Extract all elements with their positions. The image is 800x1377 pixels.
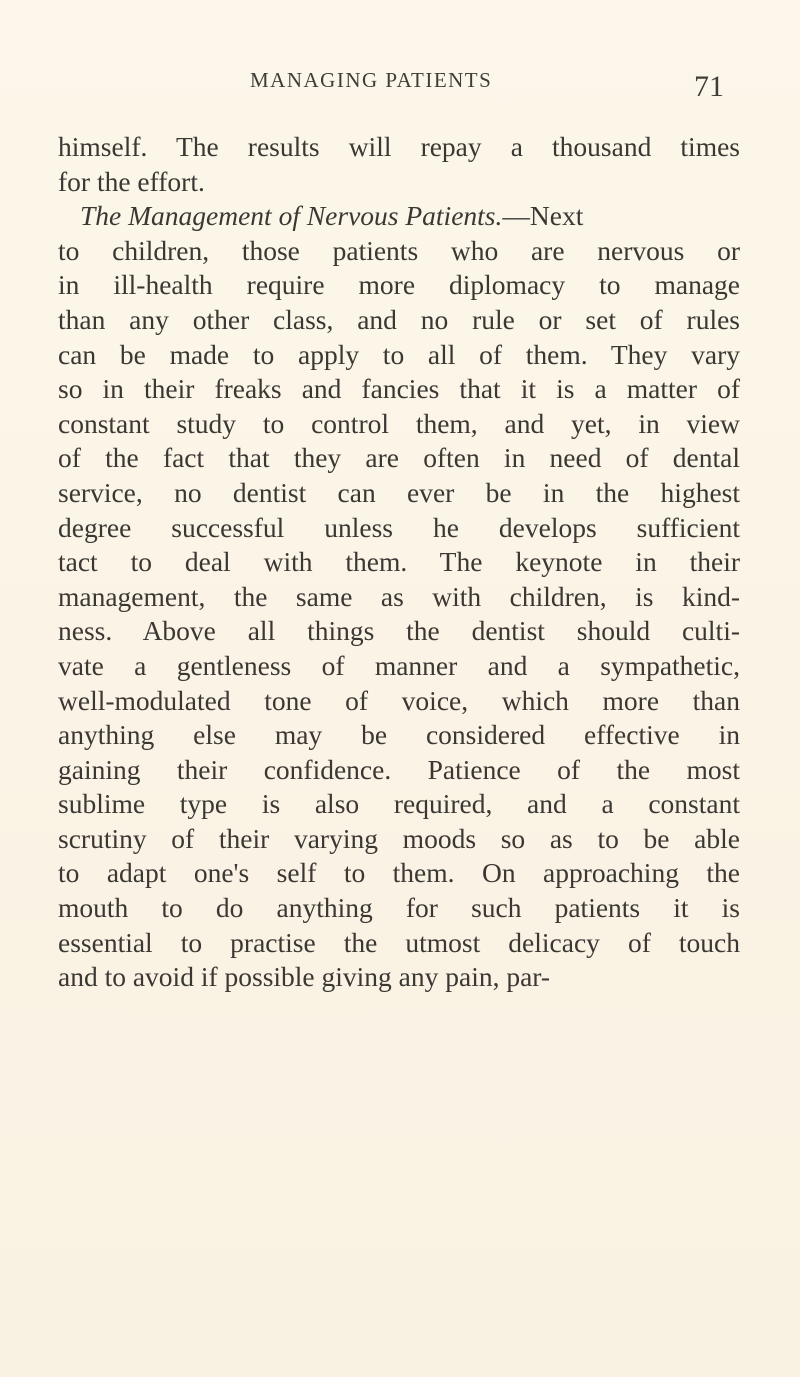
- section-lead: —Next: [502, 200, 584, 232]
- text-line: of the fact that they are often in need of dental: [58, 442, 740, 474]
- text-line: ness. Above all things the dentist should culti-: [58, 615, 740, 647]
- running-head: MANAGING PATIENTS: [250, 68, 493, 92]
- text-line: anything else may be considered effective in: [58, 719, 740, 751]
- text-line: scrutiny of their varying moods so as to be able: [58, 822, 740, 854]
- text-line: in ill-health require more diplomacy to manage: [58, 269, 740, 301]
- text-line: can be made to apply to all of them. They vary: [58, 338, 740, 370]
- page-number: 71: [694, 70, 724, 103]
- text-line: service, no dentist can ever be in the highest: [58, 476, 740, 508]
- text-line: so in their freaks and fancies that it is a matter of: [58, 373, 740, 405]
- section-heading-line: [58, 199, 740, 234]
- text-line: himself. The results will repay a thousand times: [58, 131, 740, 162]
- text-line: and to avoid if possible giving any pain, par-: [58, 961, 551, 993]
- text-line: tact to deal with them. The keynote in their: [58, 546, 740, 578]
- section-heading: The Management of Nervous Patients.: [80, 200, 503, 232]
- text-line: gaining their confidence. Patience of the most: [58, 753, 740, 785]
- text-line: essential to practise the utmost delicacy of touch: [58, 926, 740, 958]
- text-line: degree successful unless he develops sufficient: [58, 511, 740, 543]
- text-line: for the effort.: [58, 165, 205, 197]
- text-line: management, the same as with children, is kind-: [58, 580, 740, 612]
- text-line: to children, those patients who are nervous or: [58, 234, 740, 266]
- text-line: constant study to control them, and yet, in view: [58, 407, 740, 439]
- text-line: well-modulated tone of voice, which more than: [58, 684, 740, 716]
- text-line: than any other class, and no rule or set of rules: [58, 303, 740, 335]
- body-text: [58, 130, 740, 995]
- text-line: vate a gentleness of manner and a sympathetic,: [58, 649, 740, 681]
- text-line: sublime type is also required, and a constant: [58, 788, 740, 820]
- text-line: to adapt one's self to them. On approaching the: [58, 857, 740, 889]
- text-line: mouth to do anything for such patients it is: [58, 892, 740, 924]
